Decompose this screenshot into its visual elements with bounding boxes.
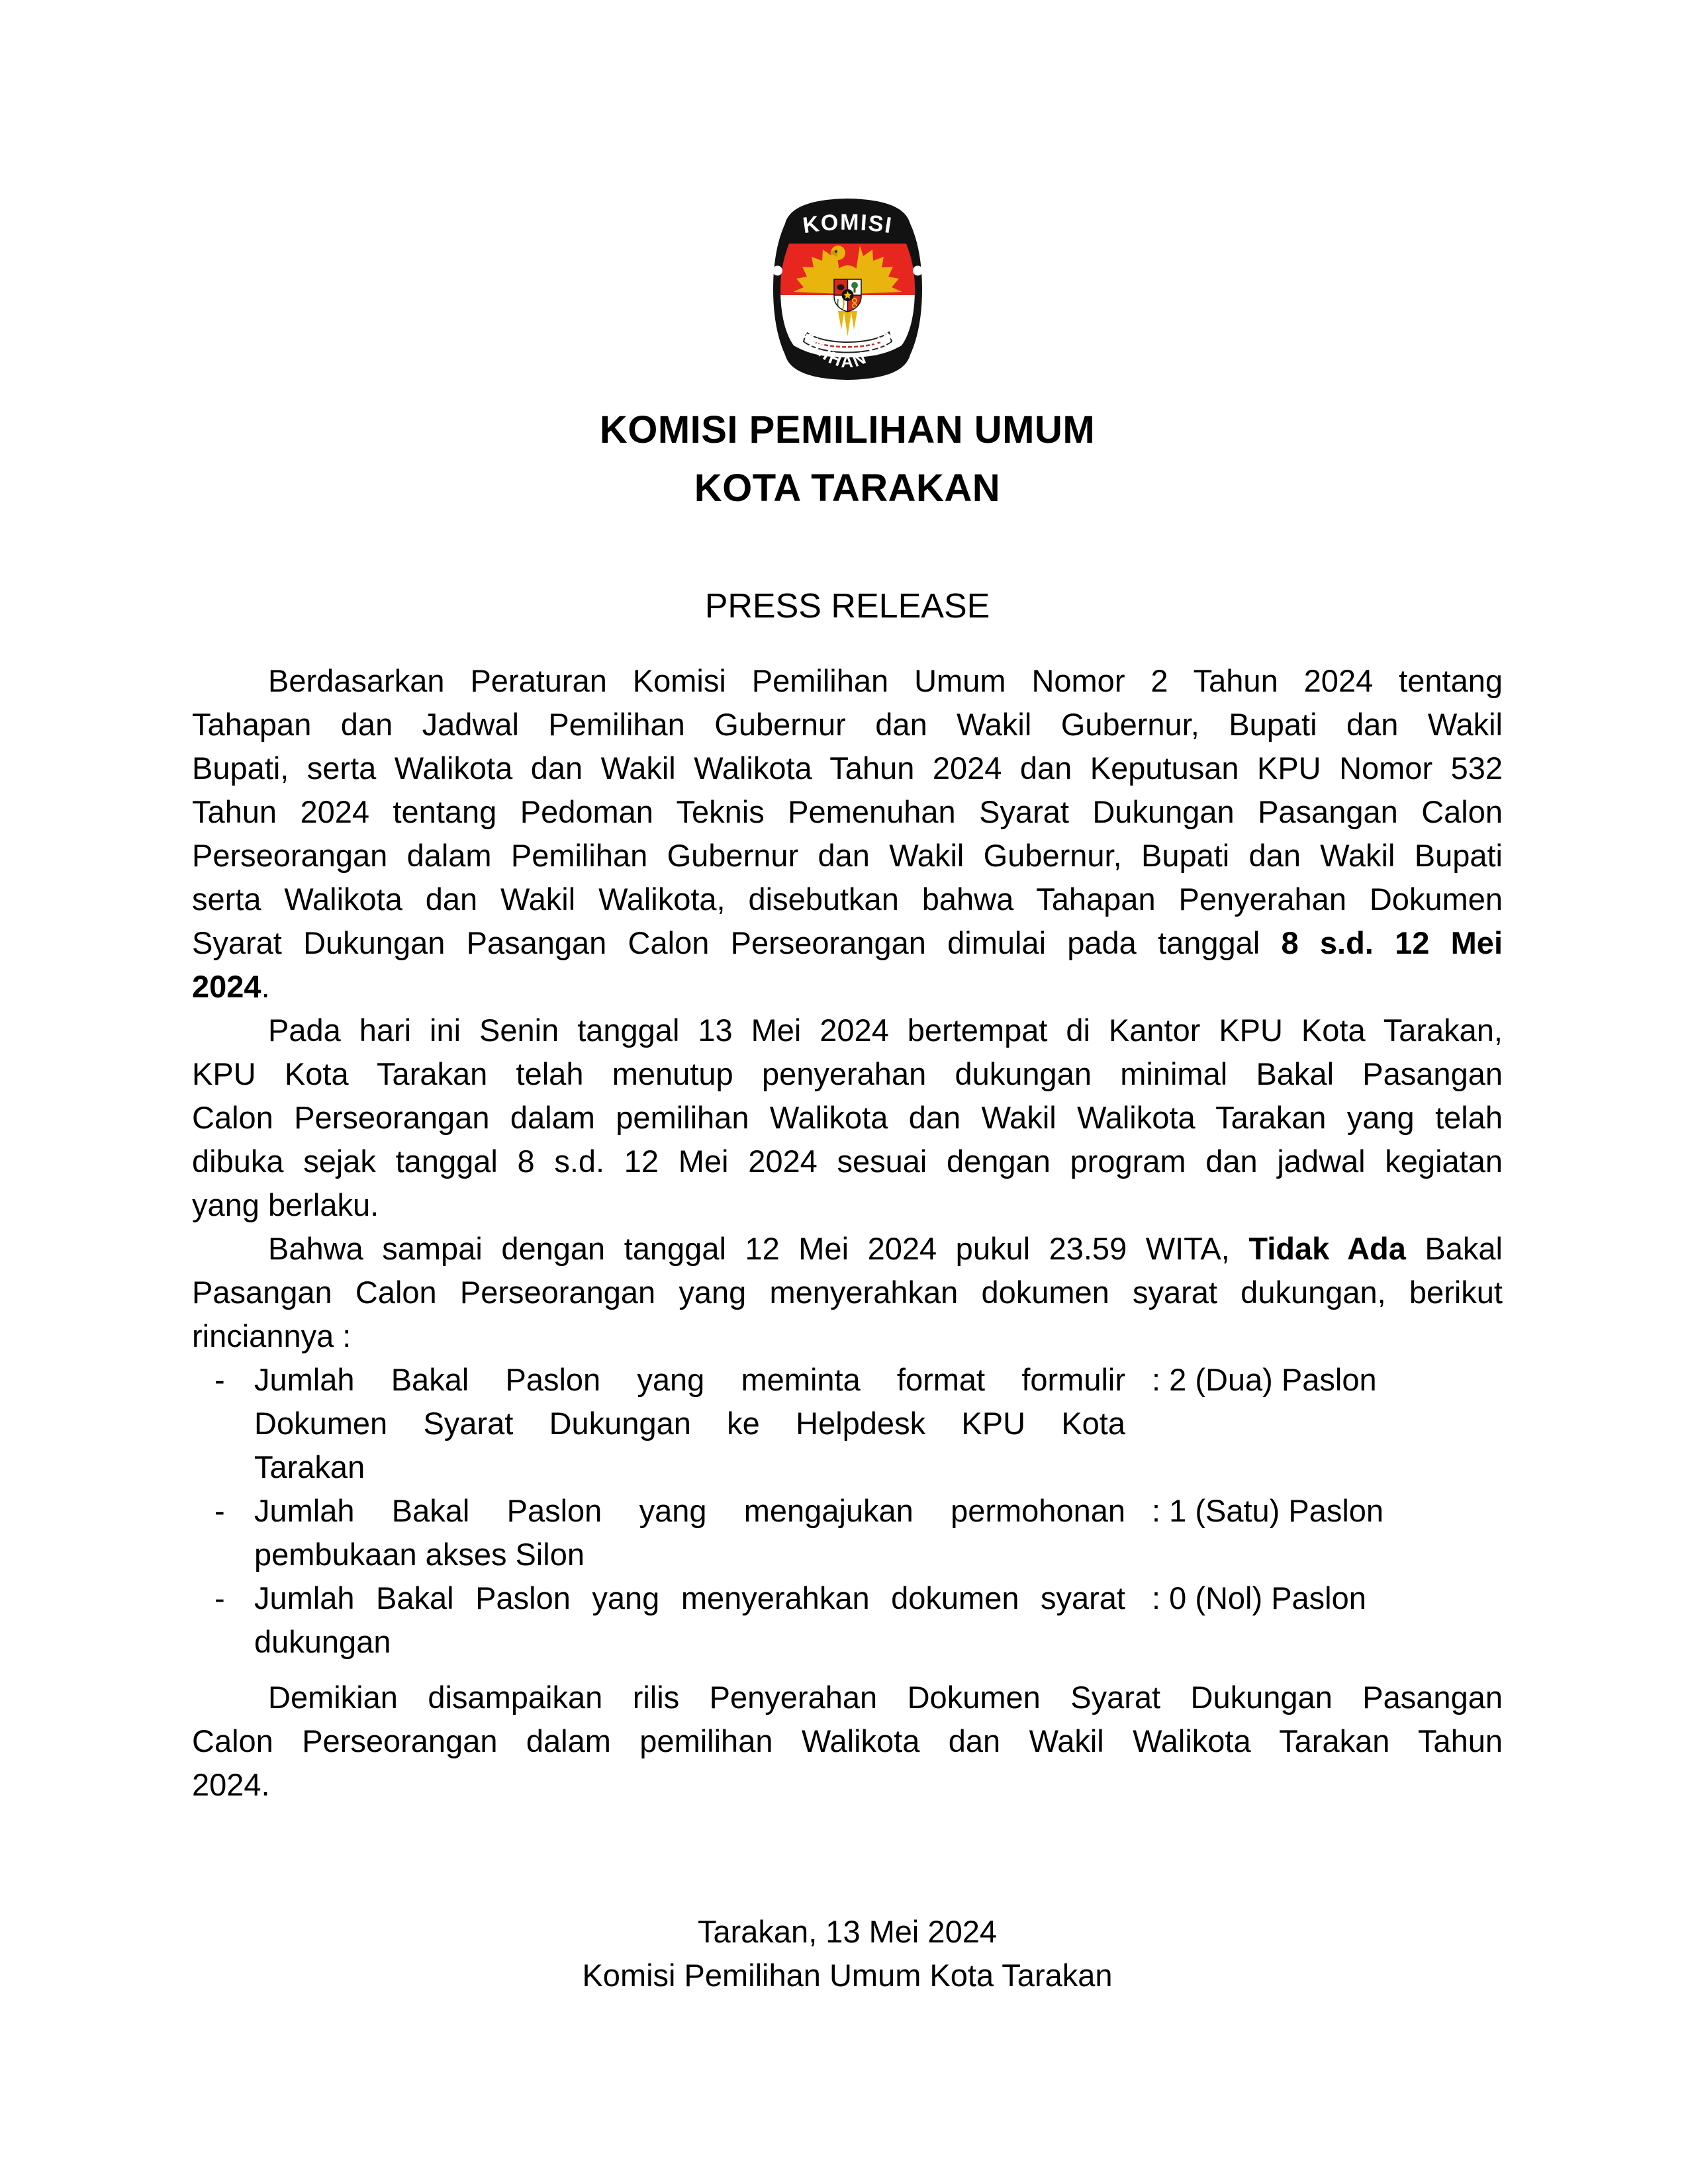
text-line xyxy=(192,1183,1503,1227)
closing-paragraph xyxy=(192,1676,1503,1807)
kpu-logo xyxy=(764,196,931,383)
list-bullet: - xyxy=(214,1580,225,1615)
list-item-value: : 2 (Dua) Paslon xyxy=(1152,1362,1377,1397)
text-line xyxy=(192,921,1503,965)
list-item-label xyxy=(254,1489,1125,1576)
text-line xyxy=(192,703,1503,747)
text-segment: Calon Perseorangan dalam pemilihan Walikota dan Wakil Walikota Tarakan yang telah xyxy=(192,1100,1503,1135)
text-segment: Jumlah Bakal Paslon yang meminta format formulir xyxy=(254,1362,1125,1397)
text-segment: Tahapan dan Jadwal Pemilihan Gubernur dan Wakil Gubernur, Bupati dan Wakil xyxy=(192,707,1503,742)
text-line xyxy=(192,878,1503,921)
list-item xyxy=(192,1576,1503,1664)
text-line xyxy=(192,1052,1503,1096)
text-line xyxy=(254,1445,1125,1489)
text-line xyxy=(192,1314,1503,1358)
text-segment: Jumlah Bakal Paslon yang mengajukan permohonan xyxy=(254,1493,1125,1528)
logo-dot-left xyxy=(773,266,782,276)
document-title: PRESS RELEASE xyxy=(704,587,990,625)
paragraph xyxy=(192,1227,1503,1358)
text-segment: Dokumen Syarat Dukungan ke Helpdesk KPU Kota xyxy=(254,1406,1125,1441)
garuda-eye xyxy=(835,250,837,253)
paragraph xyxy=(192,1009,1503,1227)
place-date: Tarakan, 13 Mei 2024 xyxy=(697,1914,997,1949)
text-segment: serta Walikota dan Wakil Walikota, disebutkan bahwa Tahapan Penyerahan Dokumen xyxy=(192,882,1503,917)
paragraph xyxy=(192,659,1503,1009)
text-line xyxy=(192,1763,1503,1807)
text-line xyxy=(254,1533,1125,1576)
list-bullet: - xyxy=(214,1362,225,1397)
paragraph xyxy=(192,1676,1503,1807)
text-line xyxy=(192,1227,1503,1271)
signatory-org: Komisi Pemilihan Umum Kota Tarakan xyxy=(582,1958,1113,1993)
logo-container xyxy=(192,196,1503,384)
bold-text-segment: 8 s.d. 12 Mei xyxy=(1281,925,1503,960)
text-line xyxy=(254,1358,1125,1402)
text-line xyxy=(192,659,1503,703)
text-segment: Bupati, serta Walikota dan Wakil Walikota Tahun 2024 dan Keputusan KPU Nomor 532 xyxy=(192,751,1503,786)
text-segment: Bahwa sampai dengan tanggal 12 Mei 2024 pukul 23.59 WITA, xyxy=(268,1231,1249,1266)
text-segment: Demikian disampaikan rilis Penyerahan Dokumen Syarat Dukungan Pasangan xyxy=(268,1680,1503,1715)
text-segment: Syarat Dukungan Pasangan Calon Perseorangan dimulai pada tanggal xyxy=(192,925,1282,960)
text-segment: . xyxy=(261,969,270,1004)
text-line xyxy=(254,1576,1125,1620)
list-item xyxy=(192,1489,1503,1576)
text-segment: 2024. xyxy=(192,1767,270,1802)
text-line xyxy=(192,965,1503,1009)
text-line xyxy=(192,747,1503,790)
list-item xyxy=(192,1358,1503,1489)
bold-text-segment: Tidak Ada xyxy=(1248,1231,1406,1266)
list-bullet: - xyxy=(214,1493,225,1528)
document-body xyxy=(192,659,1503,1997)
list-item-value: : 1 (Satu) Paslon xyxy=(1152,1493,1384,1528)
detail-list xyxy=(192,1358,1503,1664)
text-line xyxy=(254,1489,1125,1533)
text-line xyxy=(192,1140,1503,1183)
text-segment: Tahun 2024 tentang Pedoman Teknis Pemenuhan Syarat Dukungan Pasangan Calon xyxy=(192,794,1503,829)
text-segment: rinciannya : xyxy=(192,1318,352,1353)
text-line xyxy=(254,1620,1125,1664)
text-line xyxy=(192,1719,1503,1763)
logo-dot-right xyxy=(913,266,923,276)
text-line xyxy=(192,790,1503,834)
text-line xyxy=(192,1271,1503,1314)
logo-komisi-text: KOMISI xyxy=(800,209,894,239)
text-segment: KPU Kota Tarakan telah menutup penyerahan dukungan minimal Bakal Pasangan xyxy=(192,1056,1503,1091)
page-content xyxy=(192,196,1503,1997)
text-segment: Bakal xyxy=(1405,1231,1503,1266)
org-title-line1: KOMISI PEMILIHAN UMUM xyxy=(599,408,1096,451)
text-segment: dibuka sejak tanggal 8 s.d. 12 Mei 2024 sesuai dengan program dan jadwal kegiatan xyxy=(192,1144,1503,1179)
text-line xyxy=(192,1676,1503,1719)
list-item-label xyxy=(254,1358,1125,1489)
text-segment: Berdasarkan Peraturan Komisi Pemilihan Umum Nomor 2 Tahun 2024 tentang xyxy=(268,663,1503,698)
paragraphs xyxy=(192,659,1503,1358)
org-title xyxy=(192,401,1503,518)
list-item-value: : 0 (Nol) Paslon xyxy=(1152,1580,1366,1615)
text-segment: Jumlah Bakal Paslon yang menyerahkan dokumen syarat xyxy=(254,1580,1125,1615)
text-line xyxy=(192,834,1503,878)
text-line xyxy=(192,1009,1503,1052)
text-line xyxy=(254,1402,1125,1445)
text-segment: yang berlaku. xyxy=(192,1187,379,1222)
text-line xyxy=(192,1096,1503,1140)
bold-text-segment: 2024 xyxy=(192,969,261,1004)
signature-block xyxy=(192,1910,1503,1997)
text-segment: Pasangan Calon Perseorangan yang menyerahkan dokumen syarat dukungan, berikut xyxy=(192,1275,1503,1310)
text-segment: Perseorangan dalam Pemilihan Gubernur dan Wakil Gubernur, Bupati dan Wakil Bupati xyxy=(192,838,1503,873)
text-segment: dukungan xyxy=(254,1624,391,1659)
text-segment: Tarakan xyxy=(254,1449,365,1484)
text-segment: Calon Perseorangan dalam pemilihan Walikota dan Wakil Walikota Tarakan Tahun xyxy=(192,1723,1503,1758)
text-segment: pembukaan akses Silon xyxy=(254,1537,585,1572)
text-segment: Pada hari ini Senin tanggal 13 Mei 2024 bertempat di Kantor KPU Kota Tarakan, xyxy=(268,1013,1503,1048)
list-item-label xyxy=(254,1576,1125,1664)
org-title-line2: KOTA TARAKAN xyxy=(694,467,1001,510)
logo-pemilihan-umum-text: PEMILIHAN UMUM xyxy=(779,301,915,372)
